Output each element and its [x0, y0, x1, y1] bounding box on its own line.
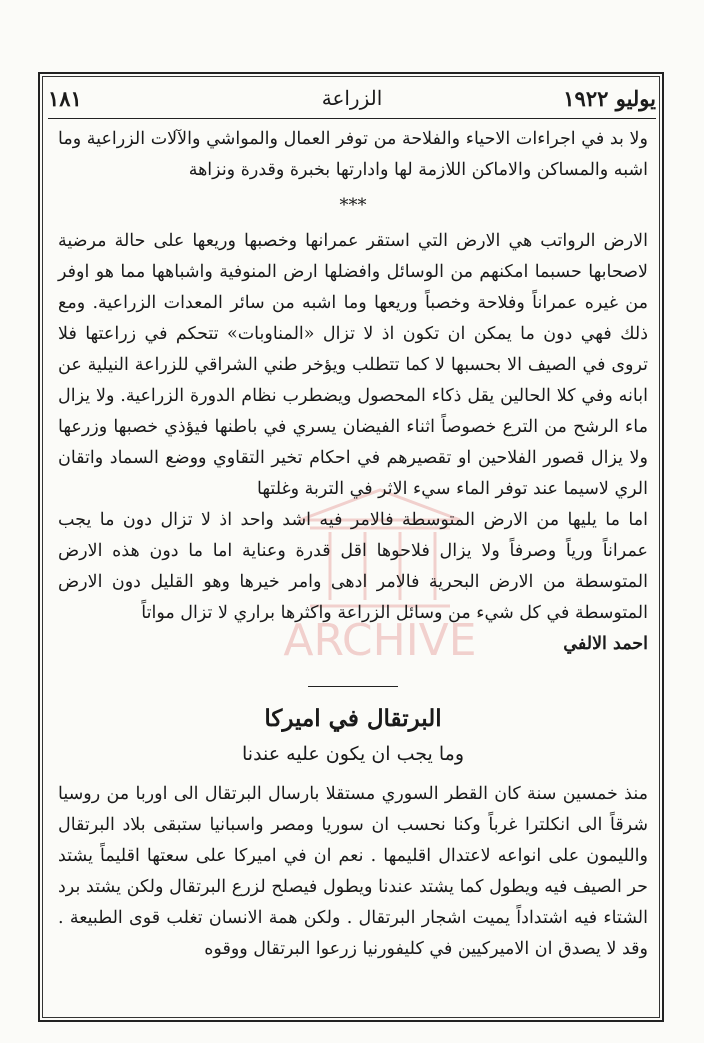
section-separator: *** [339, 195, 367, 216]
page-number: ١٨١ [48, 85, 82, 111]
running-header [48, 80, 656, 116]
paragraph-orange-history: منذ خمسين سنة كان القطر السوري مستقلا بارسال البرتقال الى اوربا من روسيا شرقاً الى انكلترا غرباً وكنا نحسب ان سوريا ومصر واسبانيا ستبقى بلاد البرتقال والليمون على انواعه لاعتدال اقليمها . نعم ان في اميركا على سعتها اقليماً يشتد حر الصيف فيه ويطول كما يشتد عندنا ويطول فيصلح لزرع البرتقال ولكن يشتد برد الشتاء فيه اشتداداً يميت اشجار البرتقال . ولكن همة الانسان تغلب قوى الطبيعة . وقد لا يصدق ان الاميركيين في كليفورنيا زرعوا البرتقال ووقوه [58, 784, 648, 959]
paragraph-middle-land: اما ما يليها من الارض المتوسطة فالامر فيه اشد واحد اذ لا تزال دون ما يجب عمراناً ورياً وصرفاً ولا يزال فلاحوها اقل قدرة وعناية اما ما دون هذه الارض المتوسطة من الارض البحرية فالامر ادهى وامر خيرها وهو القليل دون الارض المتوسطة في كل شيء من وسائل الزراعة واكثرها براري لا تزال مواتاً [58, 510, 648, 623]
author-signature: احمد الالفي [563, 634, 648, 654]
article-title: البرتقال في اميركا [264, 705, 442, 732]
page-body [58, 124, 648, 965]
article-divider [308, 686, 398, 687]
article-subtitle: وما يجب ان يكون عليه عندنا [242, 743, 464, 765]
paragraph-farm-requirements: ولا بد في اجراءات الاحياء والفلاحة من توفر العمال والمواشي والآلات الزراعية وما اشبه والمساكن والاماكن اللازمة لها وادارتها بخبرة وقدرة ونزاهة [58, 129, 648, 180]
issue-date: يوليو ١٩٢٢ [563, 85, 656, 111]
header-rule [48, 118, 656, 119]
watermark-text: ARCHIVE [283, 615, 477, 666]
paragraph-settled-land: الارض الرواتب هي الارض التي استقر عمرانها وخصبها وريعها على حالة مرضية لاصحابها حسبما امكنهم من الوسائل وافضلها ارض المنوفية واشباهها مما هو اوفر من غيره عمراناً وفلاحة وخصباً وريعها وما اشبه من سائر المعدات الزراعية. ومع ذلك فهي دون ما يمكن ان تكون اذ لا تزال «المناوبات» تتحكم في زراعتها فلا تروى في الصيف الا بحسبها لا كما تتطلب ويؤخر طني الشراقي للزراعة النيلية عن ابانه وفي كلا الحالين يقل ذكاء المحصول ويضطرب نظام الدورة الزراعية. ولا يزال ماء الرشح من الترع خصوصاً اثناء الفيضان يسري في باطنها فيؤذي خصبها وزرعها ولا يزال قصور الفلاحين او تقصيرهم في احكام تخير التقاوي ووضع السماد واتقان الري لاسيما عند توفر الماء سيء الاثر في التربة وغلتها [58, 231, 648, 499]
section-title: الزراعة [321, 86, 383, 110]
